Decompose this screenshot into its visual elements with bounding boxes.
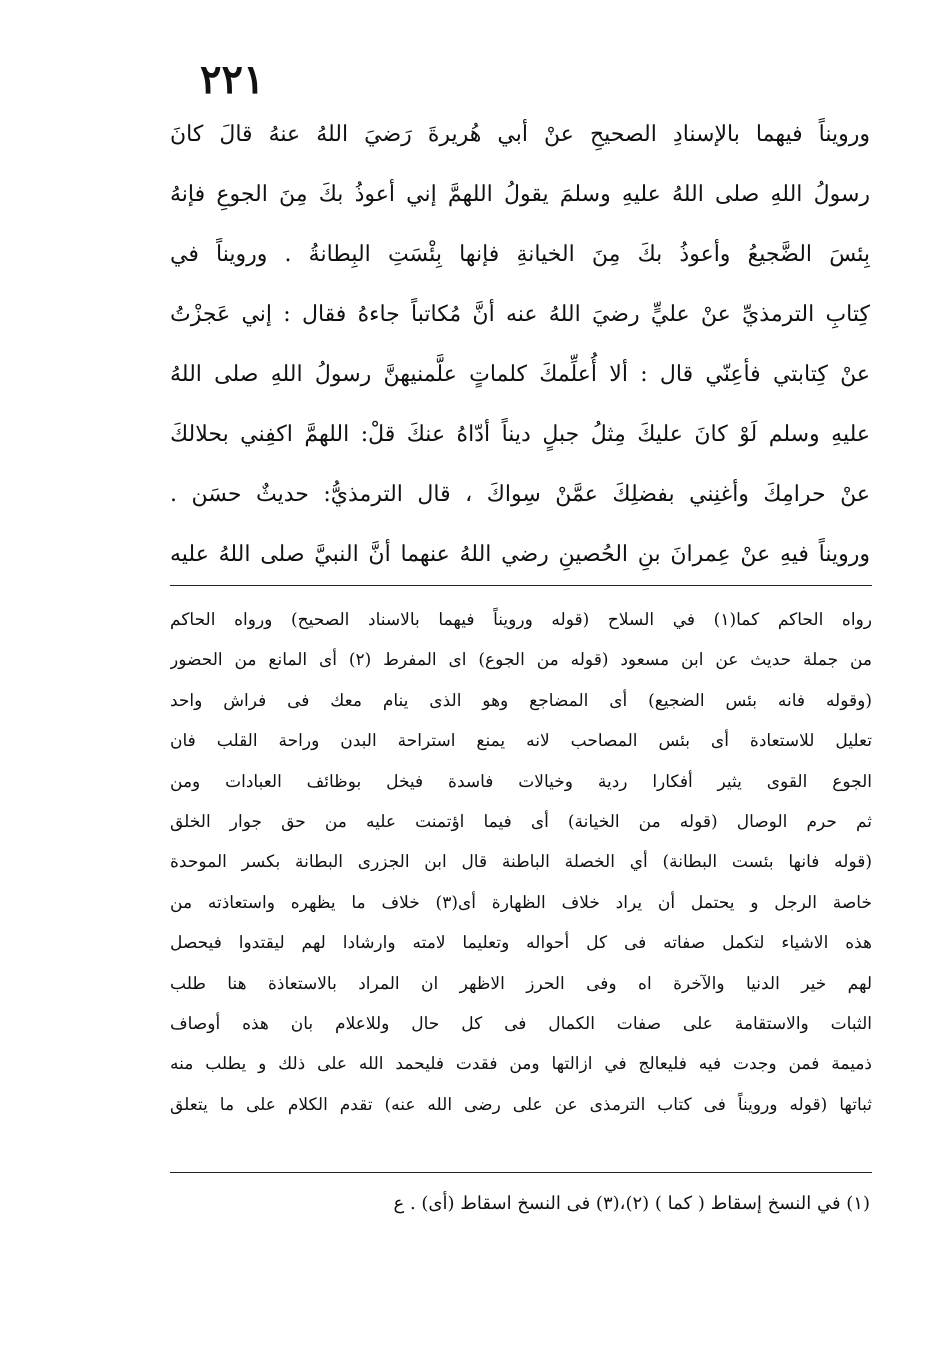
main-text-line: عنْ كِتابتي فأعِنّي قال : ألا أُعلِّمكَ كلماتٍ علَّمنيهنَّ رسولُ اللهِ صلى اللهُ	[170, 362, 870, 387]
commentary-line: ثباتها (قوله ورويناً فى كتاب الترمذى عن على رضى الله عنه) تقدم الكلام على ما يتعلق	[170, 1094, 872, 1115]
main-text-line: ورويناً فيهما بالإسنادِ الصحيحِ عنْ أبي هُريرةَ رَضيَ اللهُ عنهُ قالَ كانَ	[170, 122, 870, 147]
footnote-divider	[170, 1172, 872, 1173]
main-text-line: عليهِ وسلم لَوْ كانَ عليكَ مِثلُ جبلٍ ديناً أدّاهُ عنكَ قلْ: اللهمَّ اكفِني بحلالكَ	[170, 422, 870, 447]
page-number: ٢٢١	[200, 56, 265, 103]
main-text-line: ورويناً فيهِ عنْ عِمرانَ بنِ الحُصينِ رضي اللهُ عنهما أنَّ النبيَّ صلى اللهُ عليه	[170, 542, 870, 567]
footnote: (١) في النسخ إسقاط ( كما ) (٢)،(٣) فى النسخ اسقاط (أى) . ع	[393, 1193, 870, 1214]
main-text-line: عنْ حرامِكَ وأغنِني بفضلِكَ عمَّنْ سِواكَ ، قال الترمذيُّ: حديثٌ حسَن .	[170, 482, 870, 507]
commentary-line: لهم خير الدنيا والآخرة اه وفى الحرز الاظهر ان المراد بالاستعاذة هنا طلب	[170, 973, 872, 994]
commentary-line: ثم حرم الوصال (قوله من الخيانة) أى فيما اؤتمنت عليه من حق جوار الخلق	[170, 811, 872, 832]
commentary-line: (وقوله فانه بئس الضجيع) أى المضاجع وهو الذى ينام معك فى فراش واحد	[170, 690, 872, 711]
commentary-line: ذميمة فمن وجدت فيه فليعالج في ازالتها ومن فقدت فليحمد الله على ذلك و يطلب منه	[170, 1054, 872, 1075]
commentary-line: الجوع القوى يثير أفكارا ردية وخيالات فاسدة فيخل بوظائف العبادات ومن	[170, 771, 872, 792]
main-text-line: رسولُ اللهِ صلى اللهُ عليهِ وسلمَ يقولُ اللهمَّ إني أعوذُ بكَ مِنَ الجوعِ فإنهُ	[170, 182, 870, 207]
main-text-line: بِئسَ الضَّجيعُ وأعوذُ بكَ مِنَ الخيانةِ فإنها بِئْسَتِ البِطانةُ . ورويناً في	[170, 242, 870, 267]
commentary-line: من جملة حديث عن ابن مسعود (قوله من الجوع) اى المفرط (٢) أى المانع من الحضور	[170, 650, 872, 671]
commentary-line: (قوله فانها بئست البطانة) أي الخصلة الباطنة قال ابن الجزرى البطانة بكسر الموحدة	[170, 852, 872, 873]
commentary-line: تعليل للاستعادة أى بئس المصاحب لانه يمنع استراحة البدن وراحة القلب فان	[170, 731, 872, 752]
commentary-divider	[170, 585, 872, 586]
main-text-line: كِتابِ الترمذيِّ عنْ عليٍّ رضيَ اللهُ عنه أنَّ مُكاتباً جاءهُ فقال : إني عَجزْتُ	[170, 302, 870, 327]
commentary-line: خاصة الرجل و يحتمل أن يراد خلاف الظهارة أى(٣) خلاف ما يظهره واستعاذته من	[170, 892, 872, 913]
commentary-line: هذه الاشياء لتكمل صفاته فى كل أحواله وتعليما لامته وارشادا لهم ليقتدوا فيحصل	[170, 933, 872, 954]
commentary-line: رواه الحاكم كما(١) في السلاح (قوله ورويناً فيهما بالاسناد الصحيح) ورواه الحاكم	[170, 610, 872, 630]
commentary-text	[170, 600, 872, 1125]
main-text	[170, 105, 870, 585]
commentary-line: الثبات والاستقامة على صفات الكمال فى كل حال وللاعلام بان هذه أوصاف	[170, 1013, 872, 1034]
